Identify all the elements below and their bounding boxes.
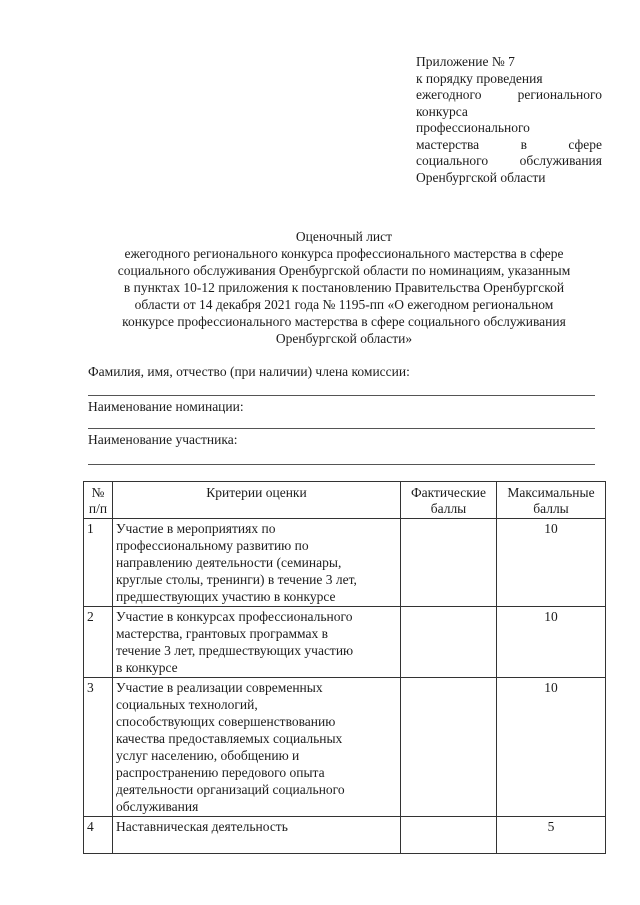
- appendix-block: [416, 54, 602, 186]
- heading-line: социального обслуживания Оренбургской области по номинациям, указанным: [117, 263, 571, 278]
- row-max-score: 5: [497, 817, 606, 854]
- appendix-title: Приложение № 7: [416, 54, 515, 69]
- row-actual-score[interactable]: [401, 817, 497, 854]
- member-label: Фамилия, имя, отчество (при наличии) члена комиссии:: [88, 364, 410, 379]
- appendix-line: конкурса: [416, 103, 468, 119]
- nomination-line[interactable]: [88, 428, 595, 429]
- word: социального: [416, 153, 489, 168]
- row-max-score: 10: [497, 678, 606, 817]
- row-criteria: Участие в реализации современных социальных технологий, способствующих совершенствованию качества предоставляемых социальных услуг населению, обобщению и распространению передового опыта деятельности организаций социального обслуживания: [113, 678, 401, 817]
- row-actual-score[interactable]: [401, 607, 497, 678]
- heading-line: конкурсе профессионального мастерства в сфере социального обслуживания: [122, 314, 566, 329]
- table-row: [84, 678, 606, 817]
- word: регионального: [517, 87, 602, 102]
- table-row: [84, 607, 606, 678]
- document-heading: [84, 228, 604, 347]
- heading-line: в пунктах 10-12 приложения к постановлению Правительства Оренбургской: [123, 280, 565, 295]
- row-num: 3: [84, 678, 113, 817]
- row-actual-score[interactable]: [401, 678, 497, 817]
- word: мастерства: [416, 136, 480, 152]
- table-row: [84, 817, 606, 854]
- heading-line: ежегодного регионального конкурса профессионального мастерства в сфере: [124, 246, 564, 261]
- nomination-label: Наименование номинации:: [88, 399, 244, 414]
- header-criteria: Критерии оценки: [113, 482, 401, 519]
- header-num: № п/п: [84, 482, 113, 519]
- appendix-line: [416, 153, 602, 170]
- word: сфере: [568, 136, 602, 152]
- word: в: [520, 136, 527, 152]
- appendix-line: [416, 137, 602, 154]
- table-header-row: [84, 482, 606, 519]
- participant-line[interactable]: [88, 464, 595, 465]
- heading-title: Оценочный лист: [295, 229, 393, 244]
- row-max-score: 10: [497, 519, 606, 607]
- row-criteria: Наставническая деятельность: [113, 817, 401, 854]
- row-max-score: 10: [497, 607, 606, 678]
- appendix-line: [416, 87, 602, 104]
- row-criteria: Участие в мероприятиях по профессиональному развитию по направлению деятельности (семинары, круглые столы, тренинги) в течение 3 лет, предшествующих участию в конкурсе: [113, 519, 401, 607]
- heading-line: Оренбургской области»: [275, 331, 413, 346]
- word: ежегодного: [416, 87, 482, 102]
- row-num: 2: [84, 607, 113, 678]
- row-criteria: Участие в конкурсах профессионального мастерства, грантовых программах в течение 3 лет, предшествующих участию в конкурсе: [113, 607, 401, 678]
- row-num: 4: [84, 817, 113, 854]
- appendix-line: профессионального: [416, 120, 530, 135]
- appendix-line: Оренбургской области: [416, 169, 546, 185]
- participant-label: Наименование участника:: [88, 432, 238, 447]
- score-table: [83, 481, 606, 854]
- table-row: [84, 519, 606, 607]
- header-actual: Фактические баллы: [401, 482, 497, 519]
- header-max: Максимальные баллы: [497, 482, 606, 519]
- row-actual-score[interactable]: [401, 519, 497, 607]
- appendix-line: к порядку проведения: [416, 70, 543, 86]
- member-line[interactable]: [88, 395, 595, 396]
- row-num: 1: [84, 519, 113, 607]
- word: обслуживания: [519, 153, 602, 168]
- heading-line: области от 14 декабря 2021 года № 1195-пп «О ежегодном региональном: [134, 297, 554, 312]
